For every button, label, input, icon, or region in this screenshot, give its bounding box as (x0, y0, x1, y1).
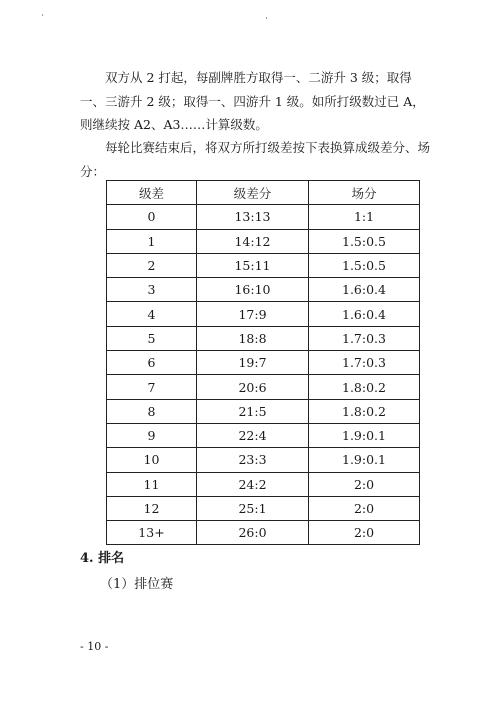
level-diff-score-cell: 23:3 (197, 448, 309, 472)
table-row (107, 205, 420, 229)
match-score-cell: 2:0 (309, 472, 420, 496)
table-header-row (107, 181, 420, 205)
level-diff-cell: 2 (107, 253, 197, 277)
header-level-diff: 级差 (107, 181, 197, 205)
header-level-diff-score: 级差分 (197, 181, 309, 205)
match-score-cell: 1.5:0.5 (309, 253, 420, 277)
level-diff-cell: 13+ (107, 521, 197, 545)
level-diff-cell: 9 (107, 423, 197, 447)
level-diff-score-cell: 24:2 (197, 472, 309, 496)
table-row (107, 448, 420, 472)
match-score-cell: 1.9:0.1 (309, 423, 420, 447)
table-row (107, 375, 420, 399)
match-score-cell: 1.7:0.3 (309, 326, 420, 350)
table-row (107, 278, 420, 302)
level-diff-score-cell: 13:13 (197, 205, 309, 229)
level-diff-cell: 1 (107, 229, 197, 253)
table-row (107, 423, 420, 447)
match-score-cell: 1.6:0.4 (309, 302, 420, 326)
subsection-heading: （1）排位赛 (100, 577, 174, 592)
level-diff-cell: 7 (107, 375, 197, 399)
match-score-cell: 1.8:0.2 (309, 399, 420, 423)
match-score-cell: 1:1 (309, 205, 420, 229)
match-score-cell: 1.8:0.2 (309, 375, 420, 399)
level-diff-cell: 3 (107, 278, 197, 302)
level-diff-cell: 8 (107, 399, 197, 423)
level-diff-cell: 4 (107, 302, 197, 326)
table-row (107, 399, 420, 423)
level-diff-score-cell: 14:12 (197, 229, 309, 253)
level-diff-cell: 11 (107, 472, 197, 496)
level-diff-score-cell: 21:5 (197, 399, 309, 423)
table-row (107, 521, 420, 545)
level-diff-cell: 10 (107, 448, 197, 472)
match-score-cell: 2:0 (309, 521, 420, 545)
table-row (107, 326, 420, 350)
level-diff-cell: 0 (107, 205, 197, 229)
level-diff-score-cell: 22:4 (197, 423, 309, 447)
level-diff-cell: 6 (107, 351, 197, 375)
table-row (107, 351, 420, 375)
table-row (107, 472, 420, 496)
table-row (107, 496, 420, 520)
rules-paragraph: 双方从 2 打起，每副牌胜方取得一、二游升 3 级；取得一、三游升 2 级；取得一、四游升 1 级。如所打级数过已 A，则继续按 A2、A3……计算级数。 (80, 70, 425, 132)
table-row (107, 302, 420, 326)
level-diff-score-cell: 26:0 (197, 521, 309, 545)
match-score-cell: 1.6:0.4 (309, 278, 420, 302)
section-heading: 4. 排名 (80, 551, 125, 566)
level-diff-score-cell: 19:7 (197, 351, 309, 375)
score-conversion-table (106, 180, 420, 545)
level-diff-score-cell: 25:1 (197, 496, 309, 520)
match-score-cell: 1.7:0.3 (309, 351, 420, 375)
table-row (107, 229, 420, 253)
table-row (107, 253, 420, 277)
match-score-cell: 1.5:0.5 (309, 229, 420, 253)
match-score-cell: 1.9:0.1 (309, 448, 420, 472)
header-match-score: 场分 (309, 181, 420, 205)
level-diff-score-cell: 16:10 (197, 278, 309, 302)
scan-speck-right (266, 17, 267, 19)
scan-speck-left (42, 14, 43, 16)
level-diff-score-cell: 17:9 (197, 302, 309, 326)
level-diff-cell: 12 (107, 496, 197, 520)
level-diff-score-cell: 15:11 (197, 253, 309, 277)
table-intro-paragraph: 每轮比赛结束后，将双方所打级差按下表换算成级差分、场分： (80, 140, 431, 179)
level-diff-cell: 5 (107, 326, 197, 350)
match-score-cell: 2:0 (309, 496, 420, 520)
level-diff-score-cell: 18:8 (197, 326, 309, 350)
level-diff-score-cell: 20:6 (197, 375, 309, 399)
page-number: - 10 - (80, 640, 109, 653)
